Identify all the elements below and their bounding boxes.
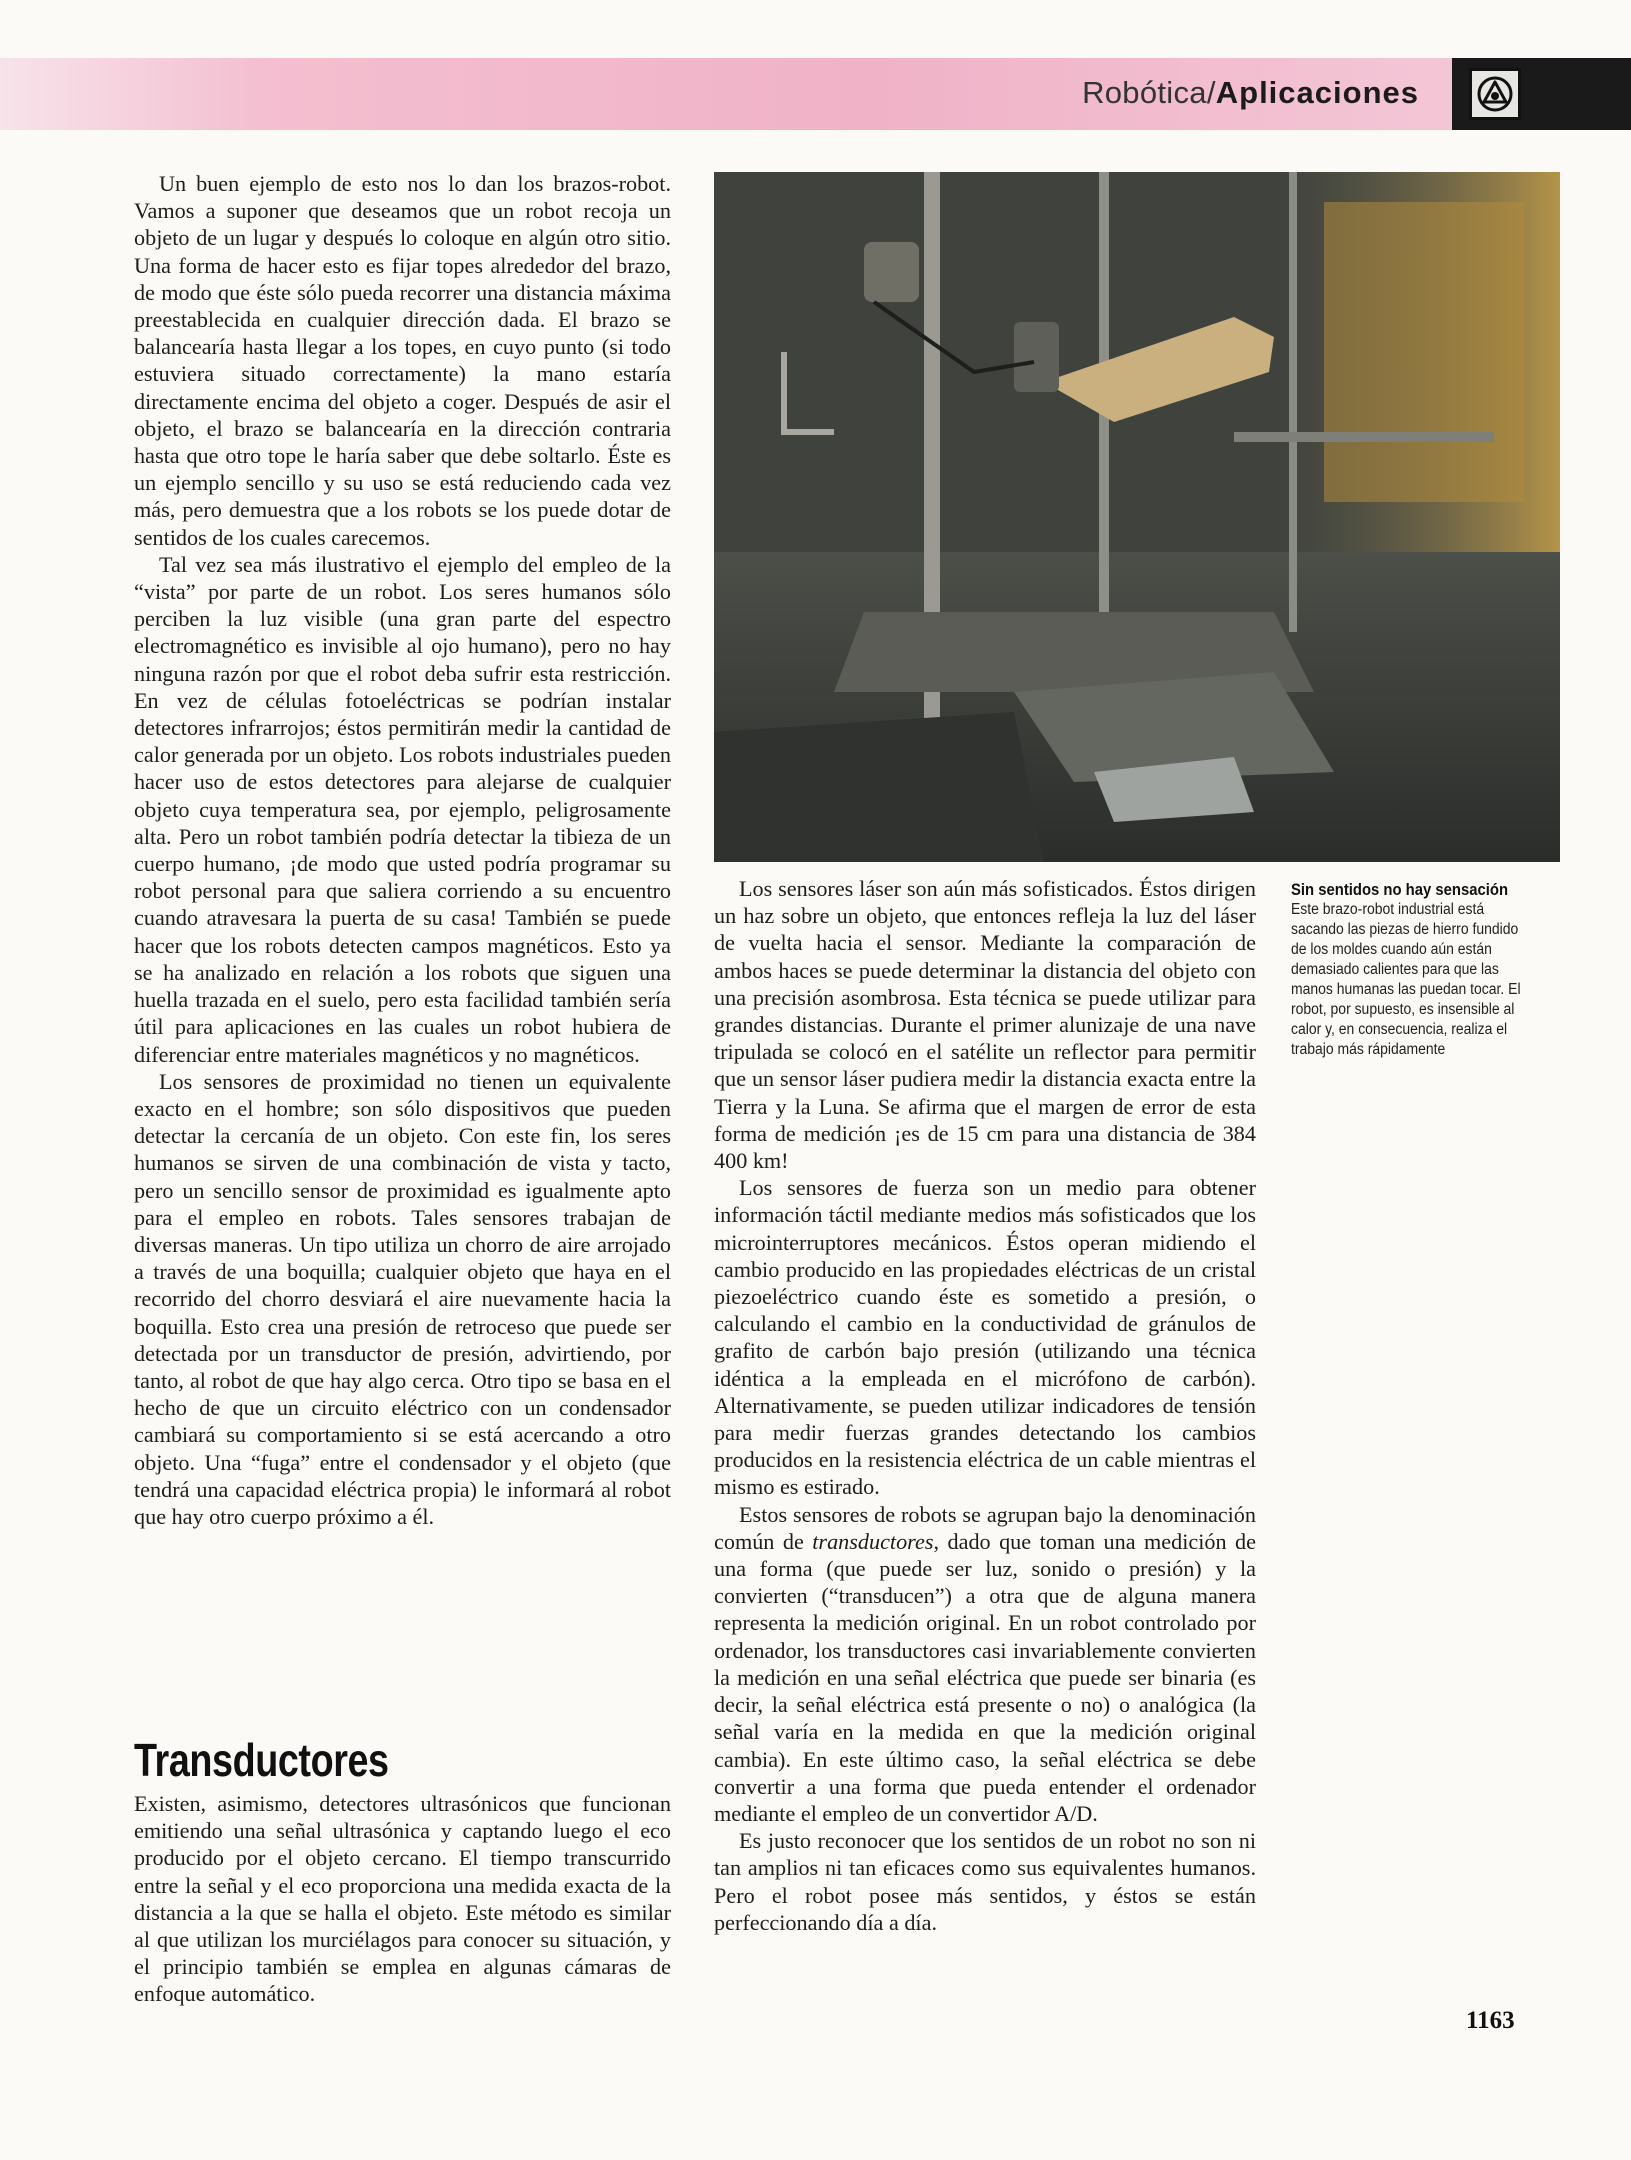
paragraph-text: Estos sensores de robots se agrupan bajo la denominación común de xyxy=(714,1501,1256,1554)
header-topic: Aplicaciones xyxy=(1215,75,1419,110)
left-column xyxy=(134,170,671,1530)
paragraph: Es justo reconocer que los sentidos de un robot no son ni tan amplios ni tan eficaces como sus equivalentes humanos. Pero el robot posee más sentidos, y éstos se están perfeccionando día a día. xyxy=(714,1828,1256,1935)
caption-title: Sin sentidos no hay sensación xyxy=(1291,881,1509,899)
paragraph-text: , dado que toman una medición de una forma (que puede ser luz, sonido o presión) y la convierten (“transducen”) a otra que de alguna manera representa la medición original. En un robot controlado por ordenador, los transductores casi invariablemente convierten la medición en una señal eléctrica que puede ser binaria (es decir, la señal eléctrica está presente o no) o analógica (la señal varía en la medida en que la medición original cambia). En este último caso, la señal eléctrica se debe convertir a una forma que pueda entender el ordenador mediante el empleo de un convertidor A/D. xyxy=(714,1528,1256,1826)
paragraph: Los sensores láser son aún más sofisticados. Éstos dirigen un haz sobre un objeto, que entonces refleja la luz del láser de vuelta hacia el sensor. Mediante la comparación de ambos haces se puede determinar la distancia del objeto con una precisión asombrosa. Esta técnica se puede utilizar para grandes distancias. Durante el primer alunizaje de una nave tripulada se colocó en el satélite un reflector para permitir que un sensor láser pudiera medir la distancia exacta entre la Tierra y la Luna. Se afirma que el margen de error de esta forma de medición ¡es de 15 cm para una distancia de 384 400 km! xyxy=(714,876,1256,1174)
middle-column xyxy=(714,875,1256,1936)
page-number: 1163 xyxy=(1466,2007,1515,2034)
photo-caption xyxy=(1291,880,1534,1060)
caption-text: Este brazo-robot industrial está sacando las piezas de hierro fundido de los moldes cuando aún están demasiado calientes para que las manos humanas las puedan tocar. El robot, por supuesto, es insensible al calor y, en consecuencia, realiza el trabajo más rápidamente xyxy=(1291,901,1521,1058)
running-header xyxy=(1082,75,1419,115)
robotics-emblem-icon xyxy=(1469,68,1521,120)
paragraph: Los sensores de proximidad no tienen un equivalente exacto en el hombre; son sólo dispositivos que pueden detectar la cercanía de un objeto. Con este fin, los seres humanos se sirven de una combinación de vista y tacto, pero un sencillo sensor de proximidad es igualmente apto para el empleo en robots. Tales sensores trabajan de diversas maneras. Un tipo utiliza un chorro de aire arrojado a través de una boquilla; cualquier objeto que haya en el recorrido del chorro desviará el aire nuevamente hacia la boquilla. Esto crea una presión de retroceso que puede ser detectada por un transductor de presión, advirtiendo, por tanto, al robot de que hay algo cerca. Otro tipo se basa en el hecho de que un circuito eléctrico con un condensador cambiará su comportamiento si se está acercando a otro objeto. Una “fuga” entre el condensador y el objeto (que tendrá una capacidad eléctrica propia) le informará al robot que hay otro cuerpo próximo a él. xyxy=(134,1068,671,1529)
paragraph: Un buen ejemplo de esto nos lo dan los brazos-robot. Vamos a suponer que deseamos que un robot recoja un objeto de un lugar y después lo coloque en algún otro sitio. Una forma de hacer esto es fijar topes alrededor del brazo, de modo que éste sólo pueda recorrer una distancia máxima preestablecida en cualquier dirección dada. El brazo se balancearía hasta llegar a los topes, en cuyo punto (si todo estuviera situado correctamente) la mano estaría directamente encima del objeto a coger. Después de asir el objeto, el brazo se balancearía en la dirección contraria hasta que otro tope le haría saber que debe soltarlo. Éste es un ejemplo sencillo y su uso se está reduciendo cada vez más, pero demuestra que a los robots se los puede dotar de sentidos de los cuales carecemos. xyxy=(134,171,671,550)
section-heading: Transductores xyxy=(134,1734,389,1786)
header-section: Robótica/ xyxy=(1082,75,1216,110)
left-column-lower xyxy=(134,1790,671,2008)
paragraph: Los sensores de fuerza son un medio para obtener información táctil mediante medios más sofisticados que los microinterruptores mecánicos. Éstos operan midiendo el cambio producido en las propiedades eléctricas de un cristal piezoeléctrico cuando éste es sometido a presión, o calculando el cambio en la conductividad de gránulos de grafito de carbón bajo presión (utilizando una técnica idéntica a la empleada en el micrófono de carbón). Alternativamente, se pueden utilizar indicadores de tensión para medir fuerzas grandes detectando los cambios producidos en la resistencia eléctrica de un cable mientras el mismo es estirado. xyxy=(714,1175,1256,1500)
robot-arm-photo xyxy=(714,172,1560,862)
paragraph xyxy=(714,1501,1256,1827)
emphasis-term: transductores xyxy=(812,1528,934,1554)
robot-arm-illustration xyxy=(714,172,1560,862)
paragraph: Existen, asimismo, detectores ultrasónicos que funcionan emitiendo una señal ultrasónica y captando luego el eco producido por el objeto cercano. El tiempo transcurrido entre la señal y el eco proporciona una medida exacta de la distancia a la que se halla el objeto. Este método es similar al que utilizan los murciélagos para conocer su situación, y el principio también se emplea en algunas cámaras de enfoque automático. xyxy=(134,1791,671,2007)
paragraph: Tal vez sea más ilustrativo el ejemplo del empleo de la “vista” por parte de un robot. Los seres humanos sólo perciben la luz visible (una gran parte del espectro electromagnético es invisible al ojo humano), pero no hay ninguna razón por que el robot deba sufrir esta restricción. En vez de células fotoeléctricas se podrían instalar detectores infrarrojos; éstos permitirán medir la cantidad de calor generada por un objeto. Los robots industriales pueden hacer uso de estos detectores para alejarse de cualquier objeto cuya temperatura sea, por ejemplo, peligrosamente alta. Pero un robot también podría detectar la tibieza de un cuerpo humano, ¡de modo que usted podría programar su robot personal para que saliera corriendo a su encuentro cuando atravesara la puerta de su casa! También se puede hacer que los robots detecten campos magnéticos. Esto ya se ha analizado en relación a los robots que siguen una huella trazada en el suelo, pero esta facilidad también sería útil para aplicaciones en las cuales un robot hubiera de diferenciar entre materiales magnéticos y no magnéticos. xyxy=(134,551,671,1067)
